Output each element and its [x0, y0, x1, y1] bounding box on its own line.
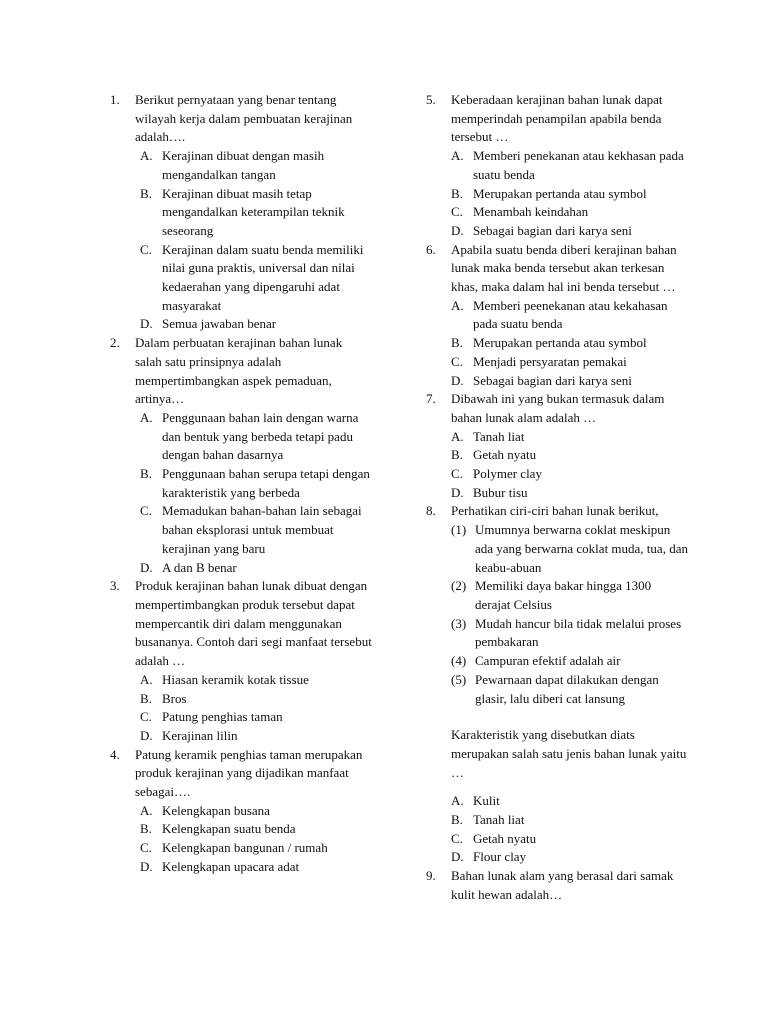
- question-5: [426, 91, 688, 241]
- option-letter: B.: [451, 812, 463, 828]
- option: [451, 465, 688, 484]
- option-text: Merupakan pertanda atau symbol: [473, 335, 647, 351]
- option-letter: D.: [451, 372, 464, 388]
- option-letter: C.: [140, 241, 152, 257]
- option-letter: C.: [451, 830, 463, 846]
- option: [451, 222, 688, 241]
- left-column: [110, 91, 372, 877]
- option-letter: D.: [451, 849, 464, 865]
- option-letter: A.: [140, 671, 153, 687]
- option: [140, 839, 372, 858]
- option-text: Kelengkapan busana: [162, 802, 270, 818]
- characteristic-list: [451, 521, 688, 708]
- option-text: Getah nyatu: [473, 447, 537, 463]
- option: [451, 446, 688, 465]
- question-number: 2.: [110, 335, 120, 351]
- option: [451, 811, 688, 830]
- option-letter: B.: [140, 690, 152, 706]
- characteristic-item: [451, 652, 688, 671]
- item-number: (3): [451, 615, 467, 631]
- option-letter: A.: [140, 409, 153, 425]
- option-letter: B.: [451, 447, 463, 463]
- option-text: Kerajinan dibuat dengan masih mengandalkan tangan: [162, 148, 325, 182]
- option-letter: B.: [451, 335, 463, 351]
- question-number: 4.: [110, 746, 120, 762]
- option: [451, 792, 688, 811]
- question-8: [426, 502, 688, 867]
- option-letter: D.: [140, 559, 153, 575]
- item-number: (5): [451, 671, 467, 687]
- option-text: Penggunaan bahan serupa tetapi dengan karakteristik yang berbeda: [162, 466, 370, 500]
- question-note: Karakteristik yang disebutkan diats merupakan salah satu jenis bahan lunak yaitu …: [451, 727, 687, 780]
- option-list: [451, 147, 688, 241]
- option-text: Tanah liat: [473, 812, 525, 828]
- option-letter: A.: [451, 297, 464, 313]
- option-letter: C.: [140, 840, 152, 856]
- option-text: Menambah keindahan: [473, 204, 589, 220]
- question-1: [110, 91, 372, 334]
- option-letter: A.: [140, 148, 153, 164]
- option: [140, 315, 372, 334]
- option-text: Kerajinan dibuat masih tetap mengandalkan keterampilan teknik seseorang: [162, 185, 345, 238]
- question-number: 3.: [110, 578, 120, 594]
- option-letter: A.: [140, 802, 153, 818]
- question-text: Produk kerajinan bahan lunak dibuat dengan mempertimbangkan produk tersebut dapat mempercantik diri dalam menggunakan busananya. Contoh dari segi manfaat tersebut adalah …: [135, 578, 372, 669]
- question-number: 1.: [110, 92, 120, 107]
- option-letter: A.: [451, 793, 464, 809]
- question-text: Dibawah ini yang bukan termasuk dalam bahan lunak alam adalah …: [451, 391, 665, 425]
- question-text: Berikut pernyataan yang benar tentang wilayah kerja dalam pembuatan kerajinan adalah….: [135, 92, 353, 145]
- characteristic-item: [451, 615, 688, 652]
- option-list: [140, 409, 372, 577]
- option-letter: C.: [140, 503, 152, 519]
- question-9: [426, 867, 688, 904]
- option-text: A dan B benar: [162, 559, 237, 575]
- option-text: Polymer clay: [473, 466, 542, 482]
- option-letter: B.: [140, 821, 152, 837]
- option-text: Kelengkapan suatu benda: [162, 821, 296, 837]
- question-number: 9.: [426, 868, 436, 884]
- question-text: Dalam perbuatan kerajinan bahan lunak salah satu prinsipnya adalah mempertimbangkan aspek pemaduan, artinya…: [135, 335, 343, 407]
- option-letter: B.: [140, 185, 152, 201]
- item-text: Pewarnaan dapat dilakukan dengan glasir, lalu diberi cat lansung: [475, 671, 659, 706]
- option-letter: C.: [451, 204, 463, 220]
- option-letter: A.: [451, 148, 464, 164]
- option-letter: D.: [451, 222, 464, 238]
- option-letter: D.: [451, 484, 464, 500]
- option: [451, 353, 688, 372]
- option-text: Semua jawaban benar: [162, 316, 277, 332]
- characteristic-item: [451, 577, 688, 614]
- option-letter: D.: [140, 316, 153, 332]
- option: [140, 820, 372, 839]
- option-text: Sebagai bagian dari karya seni: [473, 222, 632, 238]
- item-text: Umumnya berwarna coklat meskipun ada yang berwarna coklat muda, tua, dan keabu-abuan: [475, 522, 688, 575]
- option-list: [140, 802, 372, 877]
- question-text: Apabila suatu benda diberi kerajinan bahan lunak maka benda tersebut akan terkesan khas, maka dalam hal ini benda tersebut …: [451, 241, 677, 295]
- option-list: [451, 428, 688, 503]
- option-text: Bros: [162, 690, 187, 706]
- option: [451, 484, 688, 503]
- option: [140, 802, 372, 821]
- option-list: [451, 297, 688, 391]
- item-text: Campuran efektif adalah air: [475, 653, 621, 669]
- question-number: 8.: [426, 503, 436, 519]
- option: [451, 147, 688, 184]
- option-text: Memadukan bahan-bahan lain sebagai bahan eksplorasi untuk membuat kerajinan yang baru: [162, 503, 362, 556]
- option-letter: B.: [451, 185, 463, 201]
- option: [140, 559, 372, 578]
- question-number: 5.: [426, 92, 436, 107]
- option-text: Bubur tisu: [473, 484, 528, 500]
- option: [140, 858, 372, 877]
- option: [451, 297, 688, 334]
- option-list: [140, 147, 372, 334]
- question-text: Bahan lunak alam yang berasal dari samak kulit hewan adalah…: [451, 868, 674, 902]
- option: [140, 727, 372, 746]
- option-text: Tanah liat: [473, 428, 525, 444]
- option: [140, 708, 372, 727]
- item-number: (2): [451, 578, 467, 594]
- option-text: Kelengkapan bangunan / rumah: [162, 840, 328, 856]
- option: [140, 241, 372, 316]
- option-letter: D.: [140, 727, 153, 743]
- item-number: (1): [451, 522, 467, 538]
- option: [451, 203, 688, 222]
- option-letter: C.: [140, 709, 152, 725]
- option-text: Hiasan keramik kotak tissue: [162, 671, 309, 687]
- right-column: [426, 91, 688, 905]
- item-text: Memiliki daya bakar hingga 1300 derajat Celsius: [475, 578, 652, 612]
- option: [451, 848, 688, 867]
- question-number: 6.: [426, 241, 436, 257]
- option-text: Kerajinan lilin: [162, 727, 238, 743]
- option-letter: C.: [451, 353, 463, 369]
- option-text: Kerajinan dalam suatu benda memiliki nilai guna praktis, universal dan nilai kedaerahan yang dipengaruhi adat masyarakat: [162, 241, 364, 313]
- question-6: [426, 241, 688, 391]
- option: [140, 185, 372, 241]
- option: [140, 465, 372, 502]
- option: [451, 830, 688, 849]
- characteristic-item: [451, 671, 688, 708]
- option-list: [140, 671, 372, 746]
- option-letter: B.: [140, 466, 152, 482]
- question-7: [426, 390, 688, 502]
- option-letter: D.: [140, 858, 153, 874]
- question-text: Perhatikan ciri-ciri bahan lunak berikut,: [451, 503, 659, 519]
- question-2: [110, 334, 372, 577]
- option-text: Getah nyatu: [473, 830, 537, 846]
- item-number: (4): [451, 653, 467, 669]
- option-text: Patung penghias taman: [162, 709, 283, 725]
- question-3: [110, 577, 372, 745]
- characteristic-item: [451, 521, 688, 577]
- option: [140, 671, 372, 690]
- option-text: Flour clay: [473, 849, 527, 865]
- option-text: Menjadi persyaratan pemakai: [473, 353, 627, 369]
- option: [451, 428, 688, 447]
- option: [451, 334, 688, 353]
- option-text: Merupakan pertanda atau symbol: [473, 185, 647, 201]
- option: [451, 372, 688, 391]
- option: [140, 690, 372, 709]
- item-text: Mudah hancur bila tidak melalui proses pembakaran: [475, 615, 682, 650]
- question-number: 7.: [426, 391, 436, 407]
- option-text: Kelengkapan upacara adat: [162, 858, 300, 874]
- option-text: Memberi peenekanan atau kekahasan pada suatu benda: [473, 297, 668, 332]
- option: [140, 409, 372, 465]
- option-letter: A.: [451, 428, 464, 444]
- option: [140, 502, 372, 558]
- option: [140, 147, 372, 184]
- option-letter: C.: [451, 466, 463, 482]
- option-text: Kulit: [473, 793, 500, 809]
- option-text: Sebagai bagian dari karya seni: [473, 372, 632, 388]
- question-text: Patung keramik penghias taman merupakan produk kerajinan yang dijadikan manfaat sebagai….: [135, 746, 363, 800]
- option: [451, 185, 688, 204]
- option-text: Penggunaan bahan lain dengan warna dan bentuk yang berbeda tetapi padu dengan bahan dasarnya: [162, 409, 359, 463]
- option-text: Memberi penekanan atau kekhasan pada suatu benda: [473, 148, 684, 182]
- question-4: [110, 746, 372, 877]
- question-text: Keberadaan kerajinan bahan lunak dapat memperindah penampilan apabila benda tersebut …: [451, 92, 663, 145]
- option-list: [451, 792, 688, 867]
